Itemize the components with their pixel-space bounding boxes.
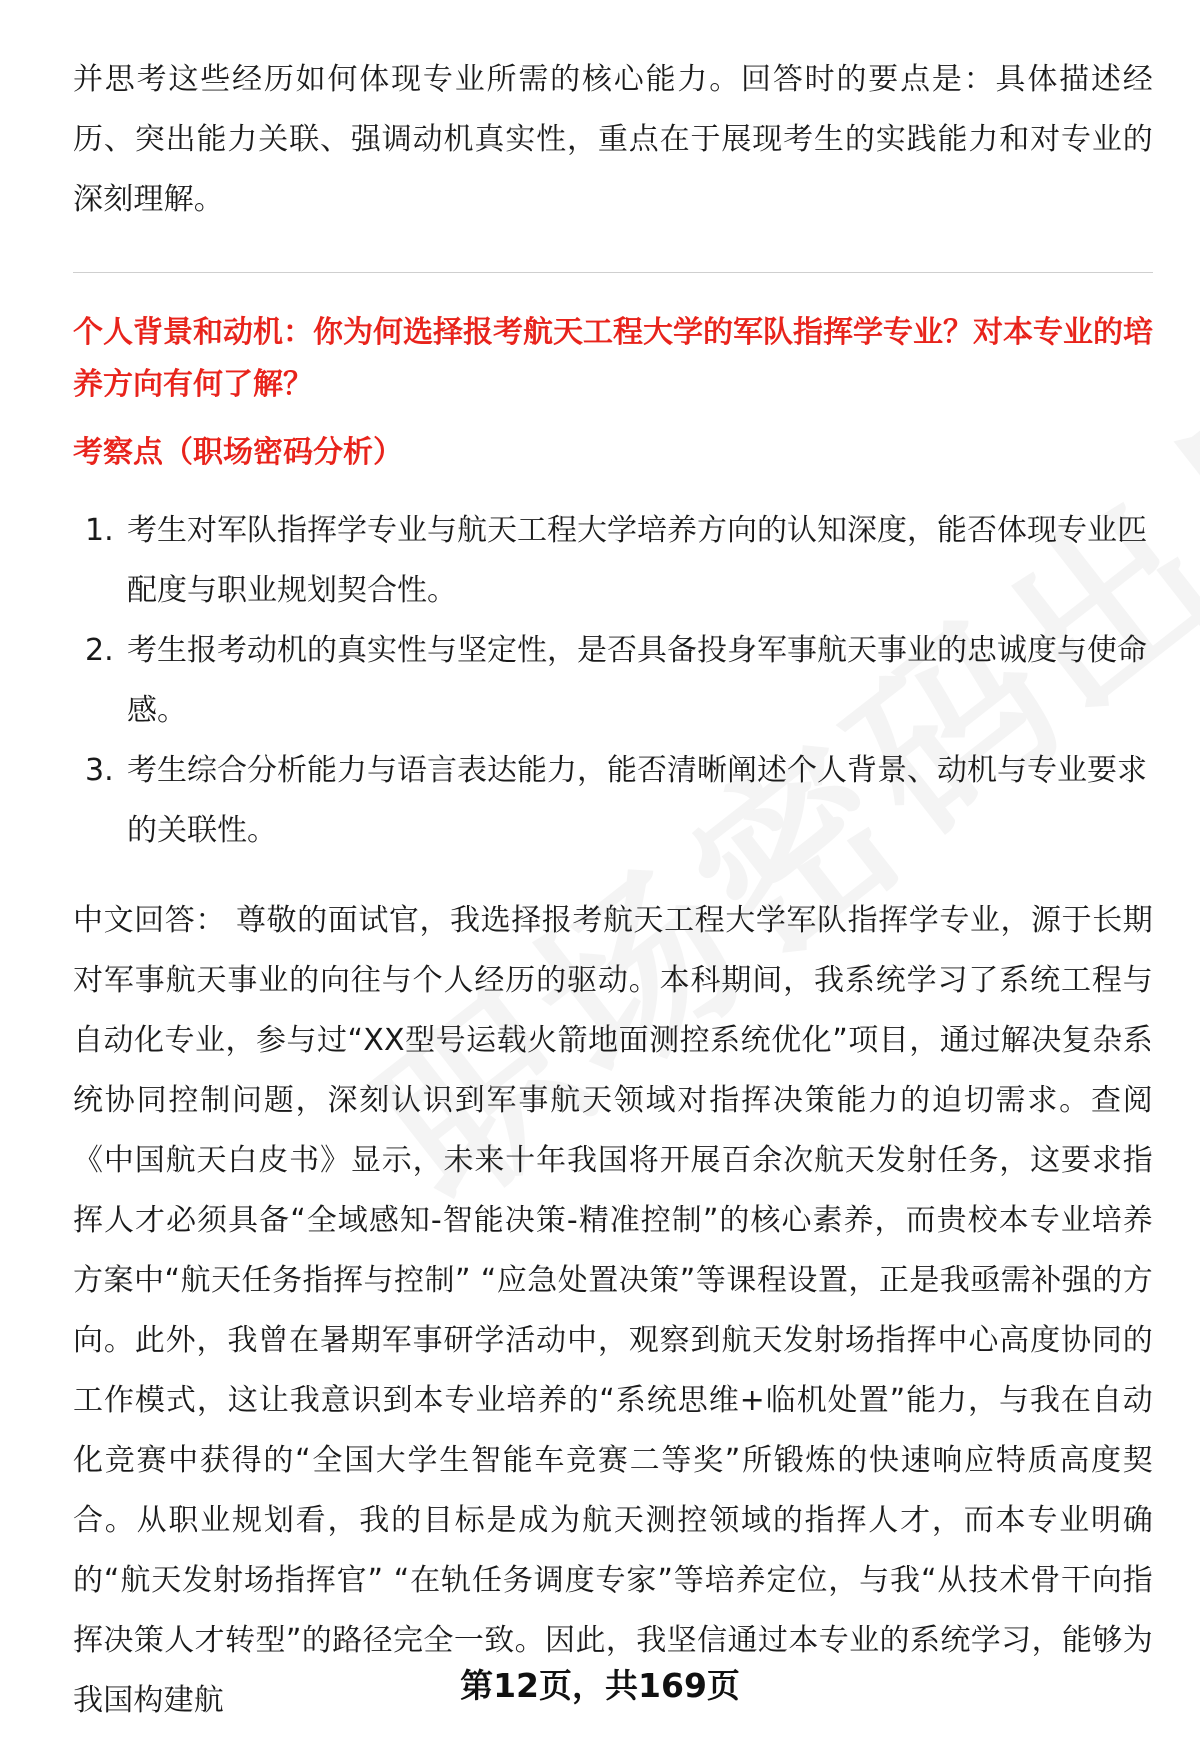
section-divider	[73, 272, 1153, 273]
intro-paragraph: 并思考这些经历如何体现专业所需的核心能力。回答时的要点是：具体描述经历、突出能力关联、强调动机真实性，重点在于展现考生的实践能力和对专业的深刻理解。	[73, 62, 1153, 217]
assessment-points-list	[73, 501, 1153, 861]
page-number-footer: 第12页，共169页	[460, 1666, 740, 1705]
answer-paragraph: 中文回答： 尊敬的面试官，我选择报考航天工程大学军队指挥学专业，源于长期对军事航天事业的向往与个人经历的驱动。本科期间，我系统学习了系统工程与自动化专业，参与过“XX型号运载火箭地面测控系统优化”项目，通过解决复杂系统协同控制问题，深刻认识到军事航天领域对指挥决策能力的迫切需求。查阅《中国航天白皮书》显示，未来十年我国将开展百余次航天发射任务，这要求指挥人才必须具备“全域感知-智能决策-精准控制”的核心素养，而贵校本专业培养方案中“航天任务指挥与控制” “应急处置决策”等课程设置，正是我亟需补强的方向。此外，我曾在暑期军事研学活动中，观察到航天发射场指挥中心高度协同的工作模式，这让我意识到本专业培养的“系统思维+临机处置”能力，与我在自动化竞赛中获得的“全国大学生智能车竞赛二等奖”所锻炼的快速响应特质高度契合。从职业规划看，我的目标是成为航天测控领域的指挥人才，而本专业明确的“航天发射场指挥官” “在轨任务调度专家”等培养定位，与我“从技术骨干向指挥决策人才转型”的路径完全一致。因此，我坚信通过本专业的系统学习，能够为我国构建航	[73, 903, 1153, 1718]
list-item	[73, 621, 1153, 741]
list-item	[73, 501, 1153, 621]
list-item-number: 2.	[85, 633, 114, 668]
list-item-number: 1.	[85, 513, 114, 548]
section-heading: 考察点（职场密码分析）	[73, 435, 403, 470]
page-content	[73, 50, 1153, 1731]
list-item	[73, 741, 1153, 861]
list-item-text: 考生综合分析能力与语言表达能力，能否清晰阐述个人背景、动机与专业要求的关联性。	[127, 753, 1147, 848]
list-item-text: 考生报考动机的真实性与坚定性，是否具备投身军事航天事业的忠诚度与使命感。	[127, 633, 1147, 728]
question-heading: 个人背景和动机：你为何选择报考航天工程大学的军队指挥学专业？对本专业的培养方向有何了解？	[73, 315, 1153, 402]
list-item-number: 3.	[85, 753, 114, 788]
list-item-text: 考生对军队指挥学专业与航天工程大学培养方向的认知深度，能否体现专业匹配度与职业规划契合性。	[127, 513, 1147, 608]
